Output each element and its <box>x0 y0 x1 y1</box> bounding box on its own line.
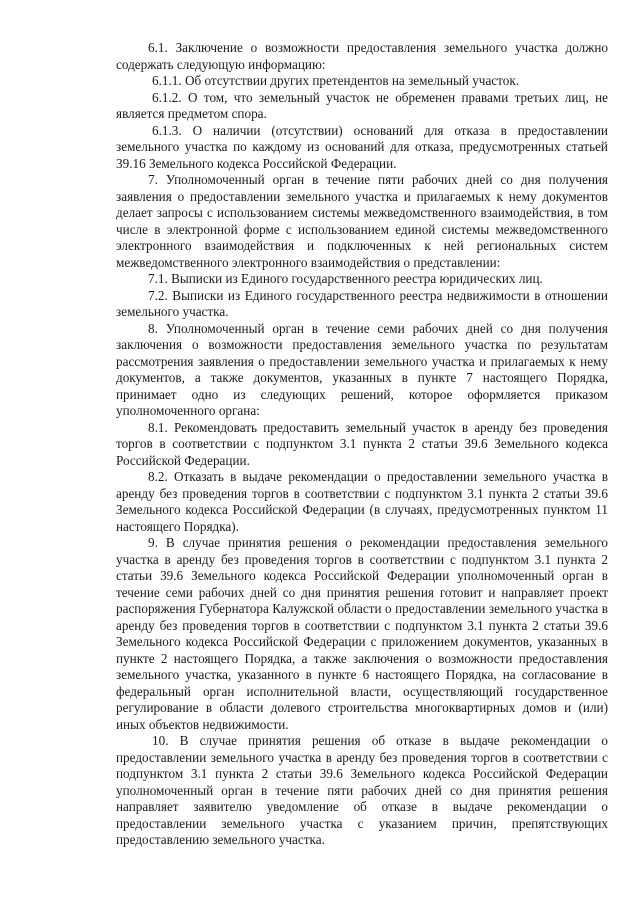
paragraph-7: 7. Уполномоченный орган в течение пяти рабочих дней со дня получения заявления о предоставлении земельного участка и прилагаемых к нему документов делает запросы с использованием системы межведомственного взаимодействия, в том числе в электронной форме с использованием единой системы межведомственного электронного взаимодействия и подключенных к ней региональных систем межведомственного электронного взаимодействия о представлении: <box>116 172 608 270</box>
paragraph-6-1: 6.1. Заключение о возможности предоставления земельного участка должно содержать следующую информацию: <box>116 40 608 72</box>
document-body <box>116 40 608 849</box>
paragraph-8: 8. Уполномоченный орган в течение семи рабочих дней со дня получения заключения о возможности предоставления земельного участка по результатам рассмотрения заявления о предоставлении земельного участка и прилагаемых к нему документов, а также документов, указанных в пункте 7 настоящего Порядка, принимает одно из следующих решений, которое оформляется приказом уполномоченного органа: <box>116 320 608 418</box>
paragraph-10: 10. В случае принятия решения об отказе в выдаче рекомендации о предоставлении земельного участка в аренду без проведения торгов в соответствии с подпунктом 3.1 пункта 2 статьи 39.6 Земельного кодекса Российской Федерации уполномоченный орган в течение пяти рабочих дней со дня принятия решения направляет заявителю уведомление об отказе в выдаче рекомендации о предоставлении земельного участка с указанием причин, препятствующих предоставлению земельного участка. <box>116 733 608 847</box>
paragraph-7-1: 7.1. Выписки из Единого государственного реестра юридических лиц. <box>148 271 543 286</box>
paragraph-9: 9. В случае принятия решения о рекомендации предоставления земельного участка в аренду без проведения торгов в соответствии с подпунктом 3.1 пункта 2 статьи 39.6 Земельного кодекса Российской Федерации уполномоченный орган в течение семи рабочих дней со дня принятия решения готовит и направляет проект распоряжения Губернатора Калужской области о предоставлении земельного участка в аренду без проведения торгов в соответствии с подпунктом 3.1 пункта 2 статьи 39.6 Земельного кодекса Российской Федерации с приложением документов, указанных в пункте 2 настоящего Порядка, а также заключения о возможности предоставления земельного участка, указанного в пункте 6 настоящего Порядка, на согласование в федеральный орган исполнительной власти, осуществляющий государственное регулирование в области долевого строительства многоквартирных домов и (или) иных объектов недвижимости. <box>116 535 608 732</box>
paragraph-7-2: 7.2. Выписки из Единого государственного реестра недвижимости в отношении земельного участка. <box>116 287 608 319</box>
paragraph-8-2: 8.2. Отказать в выдаче рекомендации о предоставлении земельного участка в аренду без проведения торгов в соответствии с подпунктом 3.1 пункта 2 статьи 39.6 Земельного кодекса Российской Федерации (в случаях, предусмотренных пунктом 11 настоящего Порядка). <box>116 469 608 534</box>
paragraph-6-1-2: 6.1.2. О том, что земельный участок не обременен правами третьих лиц, не является предметом спора. <box>116 89 608 121</box>
paragraph-6-1-1: 6.1.1. Об отсутствии других претендентов на земельный участок. <box>152 73 520 88</box>
paragraph-8-1: 8.1. Рекомендовать предоставить земельный участок в аренду без проведения торгов в соответствии с подпунктом 3.1 пункта 2 статьи 39.6 Земельного кодекса Российской Федерации. <box>116 419 608 468</box>
paragraph-6-1-3: 6.1.3. О наличии (отсутствии) оснований для отказа в предоставлении земельного участка по каждому из оснований для отказа, предусмотренных статьей 39.16 Земельного кодекса Российской Федерации. <box>116 122 608 171</box>
